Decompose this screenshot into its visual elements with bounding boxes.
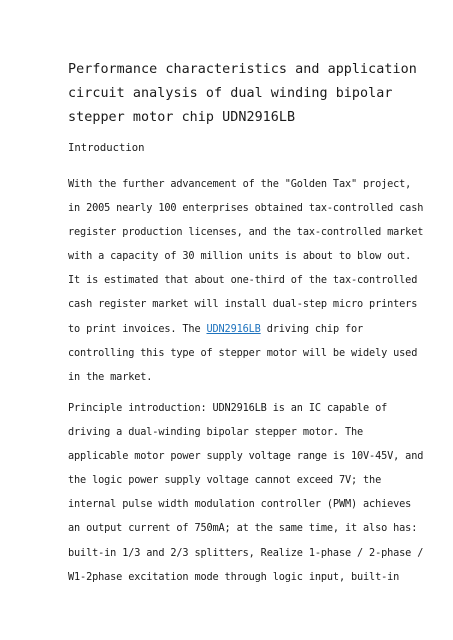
title-line: Performance characteristics and application xyxy=(68,62,417,77)
title-line: stepper motor chip UDN2916LB xyxy=(68,110,296,125)
paragraph-line-with-link xyxy=(68,317,398,341)
paragraph-line: cash register market will install dual-step micro printers xyxy=(68,298,418,311)
paragraph-line: built-in 1/3 and 2/3 splitters, Realize 1-phase / 2-phase / xyxy=(68,546,424,559)
paragraph-line: the logic power supply voltage cannot exceed 7V; the xyxy=(68,474,382,487)
paragraph-line: an output current of 750mA; at the same time, it also has: xyxy=(68,522,418,535)
link-line-prefix: to print invoices. The xyxy=(68,322,207,335)
paragraph-line: in the market. xyxy=(68,370,153,383)
paragraph-line: controlling this type of stepper motor will be widely used xyxy=(68,346,418,359)
paragraph-line: With the further advancement of the "Golden Tax" project, xyxy=(68,178,412,190)
udn2916lb-link[interactable]: UDN2916LB xyxy=(206,322,261,335)
paragraph-line: applicable motor power supply voltage range is 10V-45V, and xyxy=(68,450,424,463)
paragraph-line: register production licenses, and the tax-controlled market xyxy=(68,226,424,239)
paragraph-line: W1-2phase excitation mode through logic input, built-in xyxy=(68,570,400,583)
introduction-paragraph xyxy=(68,172,424,389)
paragraph-line: It is estimated that about one-third of the tax-controlled xyxy=(68,274,418,287)
paragraph-line: Principle introduction: UDN2916LB is an IC capable of xyxy=(68,402,388,414)
link-line-suffix: driving chip for xyxy=(260,322,364,335)
paragraph-line: with a capacity of 30 million units is about to blow out. xyxy=(68,250,412,263)
principle-paragraph xyxy=(68,396,424,589)
paragraph-line: driving a dual-winding bipolar stepper motor. The xyxy=(68,426,364,439)
paragraph-line: in 2005 nearly 100 enterprises obtained tax-controlled cash xyxy=(68,202,424,215)
section-heading-introduction: Introduction xyxy=(68,142,145,154)
document-title xyxy=(68,58,417,130)
paragraph-line: internal pulse width modulation controller (PWM) achieves xyxy=(68,498,412,511)
title-line: circuit analysis of dual winding bipolar xyxy=(68,86,393,101)
